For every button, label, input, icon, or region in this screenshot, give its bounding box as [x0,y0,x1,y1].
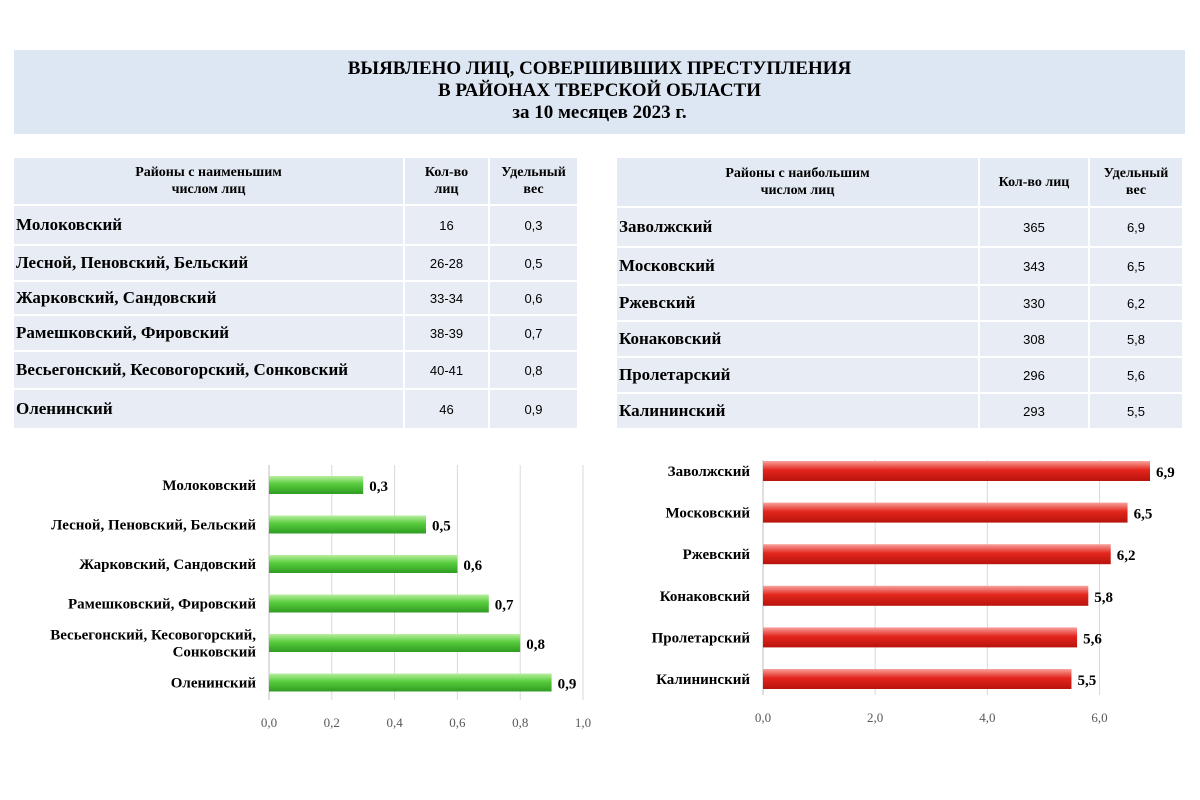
category-label: Лесной, Пеновский, Бельский [51,517,256,534]
title-line-3: за 10 месяцев 2023 г. [512,102,687,123]
header-districts-line-2: числом лиц [171,182,246,197]
bar [763,627,1077,647]
tick-label: 4,0 [979,710,996,725]
header-count [980,158,1090,208]
table-row [14,206,579,246]
share-value: 0,5 [490,246,579,282]
district-name: Весьегонский, Кесовогорский, Сонковский [14,352,405,390]
person-count: 46 [405,390,490,430]
value-label: 6,5 [1133,506,1153,523]
bar [763,544,1111,564]
person-count: 343 [980,248,1090,286]
tick-label: 0,0 [754,710,772,725]
tick-label: 1,0 [574,715,592,730]
title-line-2: В РАЙОНАХ ТВЕРСКОЙ ОБЛАСТИ [437,80,761,101]
category-label: Сонковский [172,644,256,661]
share-value: 5,8 [1090,322,1184,358]
district-name: Заволжский [617,208,980,248]
value-label: 0,6 [463,558,483,574]
table-row [617,394,1184,430]
bar [763,669,1071,689]
tick-label: 6,0 [1091,710,1108,725]
bar [269,555,457,573]
share-value: 6,2 [1090,286,1184,322]
value-label: 5,6 [1083,631,1102,648]
most-districts-bar-chart [600,445,1200,735]
category-label: Конаковский [659,588,750,605]
bar [269,476,363,494]
category-label: Весьегонский, Кесовогорский, [50,627,256,644]
district-name: Жарковский, Сандовский [14,282,405,316]
share-value: 0,7 [490,316,579,352]
district-name: Оленинский [14,390,405,430]
tick-label: 0,2 [323,715,340,730]
district-name: Рамешковский, Фировский [14,316,405,352]
header-share-line-2: вес [523,182,544,197]
title-line-1: ВЫЯВЛЕНО ЛИЦ, СОВЕРШИВШИХ ПРЕСТУПЛЕНИЯ [347,58,852,79]
bar [269,674,552,692]
least-districts-table [14,158,579,430]
table-header-row [617,158,1184,208]
share-value: 6,5 [1090,248,1184,286]
header-count-line-1: Кол-во [424,165,469,180]
person-count: 308 [980,322,1090,358]
share-value: 5,5 [1090,394,1184,430]
value-label: 0,8 [526,637,545,653]
tick-label: 0,0 [260,715,278,730]
bar [269,595,489,613]
category-label: Жарковский, Сандовский [79,557,256,573]
district-name: Пролетарский [617,358,980,394]
header-districts-line-1: Районы с наибольшим [725,166,870,181]
share-value: 0,3 [490,206,579,246]
header-districts [617,158,980,208]
bar [269,634,520,652]
person-count: 38-39 [405,316,490,352]
table-row [617,358,1184,394]
header-districts-line-2: числом лиц [760,183,835,198]
table-row [617,286,1184,322]
value-label: 6,2 [1116,548,1136,565]
header-count-line-2: лиц [434,182,459,197]
header-share-line-1: Удельный [501,165,566,180]
value-label: 0,9 [557,676,577,693]
district-name: Московский [617,248,980,286]
share-value: 6,9 [1090,208,1184,248]
category-label: Рамешковский, Фировский [67,596,256,613]
value-label: 5,8 [1094,589,1114,606]
person-count: 296 [980,358,1090,394]
table-row [14,316,579,352]
table-row [14,246,579,282]
tick-label: 0,6 [449,715,466,730]
category-label: Московский [665,505,750,522]
category-label: Ржевский [682,547,750,564]
bar [763,586,1088,606]
table-row [14,282,579,316]
table-row [617,208,1184,248]
category-label: Молоковский [162,478,256,494]
page-title [14,50,1185,134]
category-label: Оленинский [170,675,256,692]
value-label: 0,7 [494,597,514,614]
bar [269,516,426,534]
tick-label: 2,0 [867,710,884,725]
table-row [617,248,1184,286]
district-name: Конаковский [617,322,980,358]
header-districts-line-1: Районы с наименьшим [135,165,282,180]
header-share-line-2: вес [1125,183,1147,198]
value-label: 5,5 [1077,673,1097,689]
header-share-line-1: Удельный [1103,166,1169,181]
person-count: 40-41 [405,352,490,390]
table-header-row [14,158,579,206]
share-value: 0,6 [490,282,579,316]
bar [763,503,1128,523]
bar [763,461,1150,481]
tick-label: 0,4 [386,715,403,730]
district-name: Калининский [617,394,980,430]
most-districts-table [617,158,1184,430]
share-value: 5,6 [1090,358,1184,394]
category-label: Калининский [656,672,750,688]
district-name: Молоковский [14,206,405,246]
category-label: Заволжский [667,464,750,480]
least-districts-bar-chart [0,450,600,740]
header-count-line-1: Кол-во лиц [998,174,1070,190]
person-count: 33-34 [405,282,490,316]
value-label: 0,5 [432,518,451,535]
table-row [14,390,579,430]
value-label: 0,3 [369,479,388,495]
person-count: 330 [980,286,1090,322]
table-row [14,352,579,390]
share-value: 0,8 [490,352,579,390]
person-count: 293 [980,394,1090,430]
district-name: Лесной, Пеновский, Бельский [14,246,405,282]
district-name: Ржевский [617,286,980,322]
header-districts [14,158,405,206]
person-count: 26-28 [405,246,490,282]
table-row [617,322,1184,358]
person-count: 16 [405,206,490,246]
share-value: 0,9 [490,390,579,430]
header-count [405,158,490,206]
header-share [490,158,579,206]
person-count: 365 [980,208,1090,248]
header-share [1090,158,1184,208]
value-label: 6,9 [1156,465,1175,481]
category-label: Пролетарский [651,630,750,647]
tick-label: 0,8 [512,715,529,730]
